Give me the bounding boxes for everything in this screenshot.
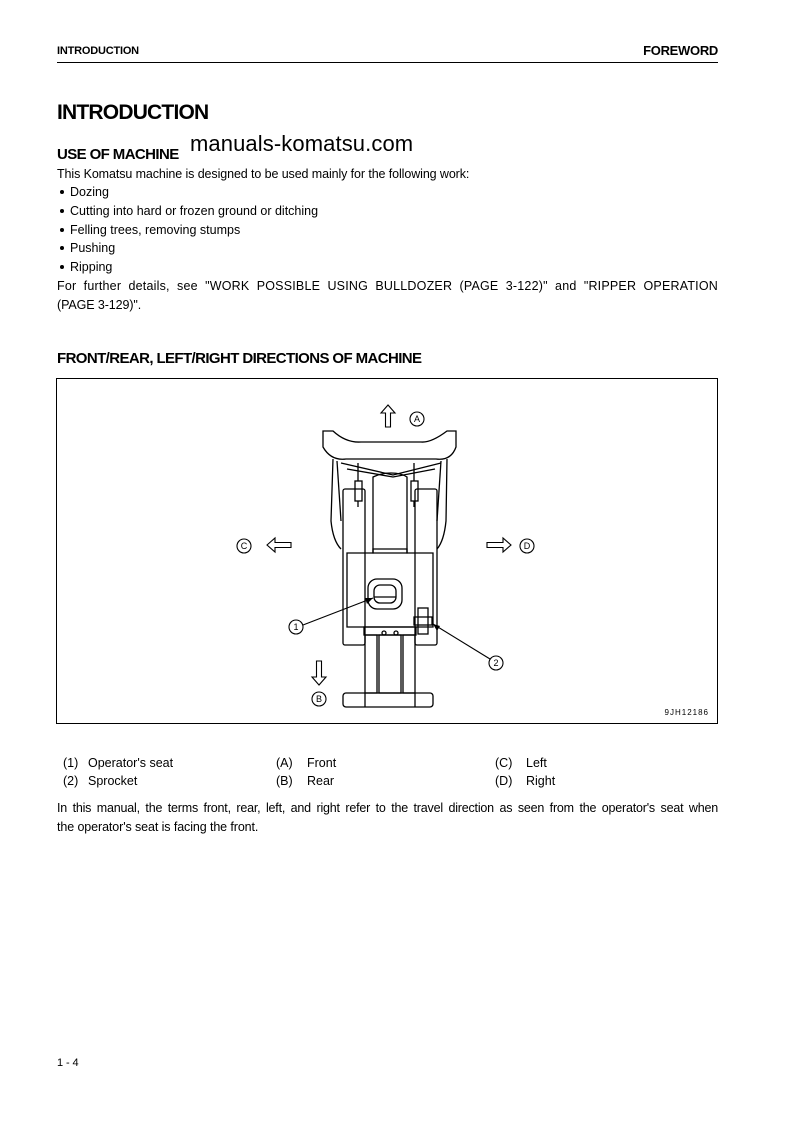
callout-a-label: A — [413, 414, 421, 424]
use-of-machine-heading: USE OF MACHINE — [57, 146, 179, 163]
legend-label: Rear — [307, 774, 335, 788]
blade — [323, 431, 456, 459]
machine-directions-figure — [56, 378, 718, 724]
watermark: manuals-komatsu.com — [190, 131, 414, 156]
legend-num: (A) — [276, 756, 293, 770]
bullet-dot — [60, 209, 64, 213]
lift-cylinder-left — [355, 481, 362, 501]
use-intro-text: This Komatsu machine is designed to be used mainly for the following work: — [57, 167, 470, 181]
bullet-text: Ripping — [70, 260, 113, 274]
arrow-rear-icon — [312, 661, 326, 685]
cab-body — [347, 549, 433, 627]
further-details-line-1: For further details, see "WORK POSSIBLE USING BULLDOZER (PAGE 3-122)" and "RIPPER OPERATION — [57, 279, 718, 293]
arrow-front-icon — [381, 405, 395, 427]
bullet-dot — [60, 265, 64, 269]
figure-code: 9JH12186 — [664, 708, 709, 717]
callout-1-label: 1 — [293, 622, 299, 632]
bulldozer-top-view-diagram — [57, 379, 717, 723]
ripper-beam — [343, 693, 433, 707]
header-rule — [57, 62, 718, 63]
engine-hood — [373, 473, 407, 553]
legend-num: (1) — [63, 756, 79, 770]
bullet-text: Cutting into hard or frozen ground or ditching — [70, 204, 319, 218]
bullet-item — [60, 260, 112, 274]
arrow-right-icon — [487, 538, 511, 552]
operator-seat — [368, 579, 402, 609]
arrow-left-icon — [267, 538, 291, 552]
explanation-line-2: the operator's seat is facing the front. — [57, 820, 259, 834]
bullet-text: Felling trees, removing stumps — [70, 223, 241, 237]
directions-heading: FRONT/REAR, LEFT/RIGHT DIRECTIONS OF MACHINE — [57, 350, 422, 367]
page-number: 1 - 4 — [57, 1057, 79, 1069]
legend-label: Front — [307, 756, 337, 770]
legend-num: (D) — [495, 774, 513, 788]
bullet-item — [60, 223, 240, 237]
bullet-text: Dozing — [70, 185, 109, 199]
bullet-item — [60, 185, 109, 199]
legend-label: Sprocket — [88, 774, 138, 788]
callout-c-label: C — [240, 541, 248, 551]
page-title: INTRODUCTION — [57, 101, 209, 124]
callout-d-label: D — [523, 541, 531, 551]
ripper-shank-right — [403, 635, 415, 693]
header-chapter-label: FOREWORD — [643, 43, 718, 58]
callout-b-label: B — [315, 694, 323, 704]
further-details-line-2: (PAGE 3-129)". — [57, 298, 142, 312]
legend-num: (2) — [63, 774, 79, 788]
bullet-item — [60, 241, 115, 255]
callout-2-label: 2 — [493, 658, 499, 668]
legend-label: Right — [526, 774, 556, 788]
bullet-text: Pushing — [70, 241, 116, 255]
legend-num: (C) — [495, 756, 513, 770]
header-section-label: INTRODUCTION — [57, 45, 139, 57]
ripper-shank-left — [365, 635, 377, 693]
bullet-dot — [60, 246, 64, 250]
bullet-dot — [60, 228, 64, 232]
track-left — [343, 489, 365, 645]
legend-label: Left — [526, 756, 547, 770]
sprocket — [418, 608, 428, 634]
bullet-item — [60, 204, 318, 218]
legend-label: Operator's seat — [88, 756, 174, 770]
legend-num: (B) — [276, 774, 293, 788]
page-header — [57, 44, 718, 62]
explanation-line-1: In this manual, the terms front, rear, left, and right refer to the travel direction as seen from the operator's seat when — [57, 801, 718, 815]
bullet-dot — [60, 190, 64, 194]
